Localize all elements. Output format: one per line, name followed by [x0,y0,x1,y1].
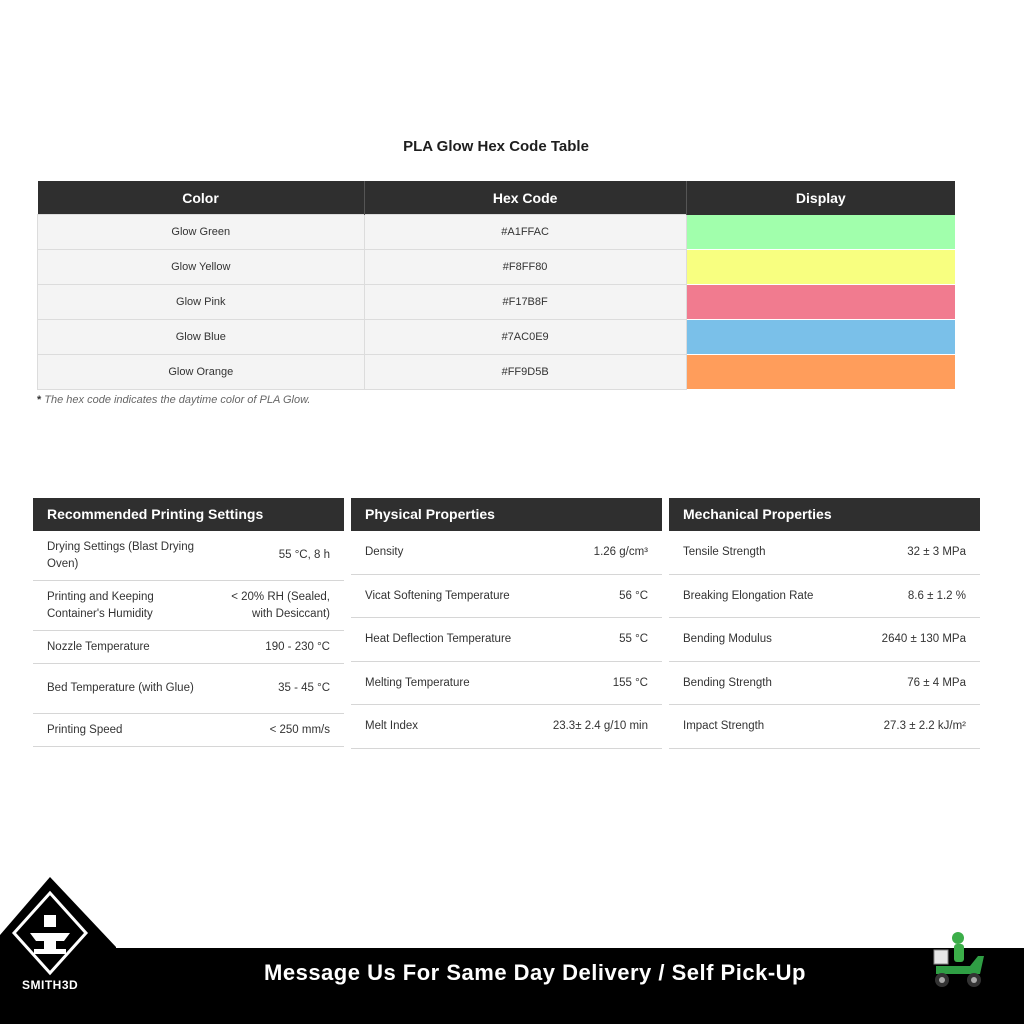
property-row [33,664,344,714]
property-row [33,531,344,581]
property-row [351,618,662,662]
hex-code-cell: #A1FFAC [364,215,686,250]
color-name-cell: Glow Pink [38,285,365,320]
property-row [669,531,980,575]
property-label: Drying Settings (Blast Drying Oven) [47,540,194,570]
footnote [37,394,310,406]
table-row [38,285,956,320]
property-row [351,575,662,618]
logo-text: SMITH3D [22,978,79,992]
table-row [38,355,956,390]
property-label: Density [365,546,404,558]
hex-code-cell: #FF9D5B [364,355,686,390]
property-label: Impact Strength [683,720,765,732]
color-swatch-cell [686,250,955,285]
table-row [38,250,956,285]
table-row [38,215,956,250]
property-value: 1.26 g/cm³ [593,546,648,558]
footnote-text: The hex code indicates the daytime color of PLA Glow. [44,394,311,406]
property-value: 23.3± 2.4 g/10 min [552,720,648,732]
property-label: Heat Deflection Temperature [365,633,512,645]
property-label: Tensile Strength [683,546,766,558]
color-swatch-cell [686,285,955,320]
header-hex-code: Hex Code [364,181,686,215]
property-value: 76 ± 4 MPa [907,676,966,689]
property-row [669,575,980,618]
property-value: 55 °C [619,633,648,645]
property-value: 35 - 45 °C [278,682,330,694]
color-name-cell: Glow Green [38,215,365,250]
property-label: Vicat Softening Temperature [365,589,510,602]
color-name-cell: Glow Blue [38,320,365,355]
hex-code-cell: #F17B8F [364,285,686,320]
printing-settings-panel [33,498,344,747]
property-row [351,531,662,575]
hex-code-cell: #7AC0E9 [364,320,686,355]
panel-title: Recommended Printing Settings [33,498,344,531]
property-value: 56 °C [619,589,648,602]
panel-title: Physical Properties [351,498,662,531]
property-label: Printing and Keeping Container's Humidity [47,590,154,620]
color-swatch-cell [686,355,955,390]
property-value: 32 ± 3 MPa [907,546,966,558]
scooter-delivery-icon [928,930,988,992]
footnote-marker: * [37,394,42,406]
property-label: Bed Temperature (with Glue) [47,682,194,694]
color-name-cell: Glow Yellow [38,250,365,285]
color-name-cell: Glow Orange [38,355,365,390]
property-row [669,662,980,705]
property-row [669,618,980,662]
property-label: Printing Speed [47,723,123,736]
property-row [669,705,980,749]
property-value: 8.6 ± 1.2 % [907,589,966,602]
anvil-logo-icon [0,875,118,1024]
panel-title: Mechanical Properties [669,498,980,531]
property-label: Bending Strength [683,676,772,689]
property-row [33,714,344,747]
mechanical-properties-panel [669,498,980,749]
property-value: 155 °C [612,676,648,689]
property-value: 190 - 230 °C [265,640,330,653]
property-label: Melt Index [365,720,419,732]
hex-table-title: PLA Glow Hex Code Table [403,138,589,155]
header-display: Display [686,181,955,215]
color-swatch-cell [686,320,955,355]
hex-code-cell: #F8FF80 [364,250,686,285]
physical-properties-panel [351,498,662,749]
property-row [351,705,662,749]
color-swatch-cell [686,215,955,250]
property-label: Breaking Elongation Rate [683,589,814,602]
property-row [33,631,344,664]
hex-code-table [37,181,955,390]
property-value: 55 °C, 8 h [278,549,330,561]
property-row [33,581,344,631]
property-value: 2640 ± 130 MPa [881,633,966,645]
header-color: Color [38,181,365,215]
property-label: Bending Modulus [683,633,772,645]
table-header-row [38,181,956,215]
property-value: < 20% RH (Sealed, with Desiccant) [231,590,330,620]
property-label: Melting Temperature [365,676,470,689]
property-row [351,662,662,705]
property-value: < 250 mm/s [269,723,330,736]
property-label: Nozzle Temperature [47,640,150,653]
property-value: 27.3 ± 2.2 kJ/m² [883,720,966,732]
table-row [38,320,956,355]
banner-text: Message Us For Same Day Delivery / Self Pick-Up [264,960,806,985]
